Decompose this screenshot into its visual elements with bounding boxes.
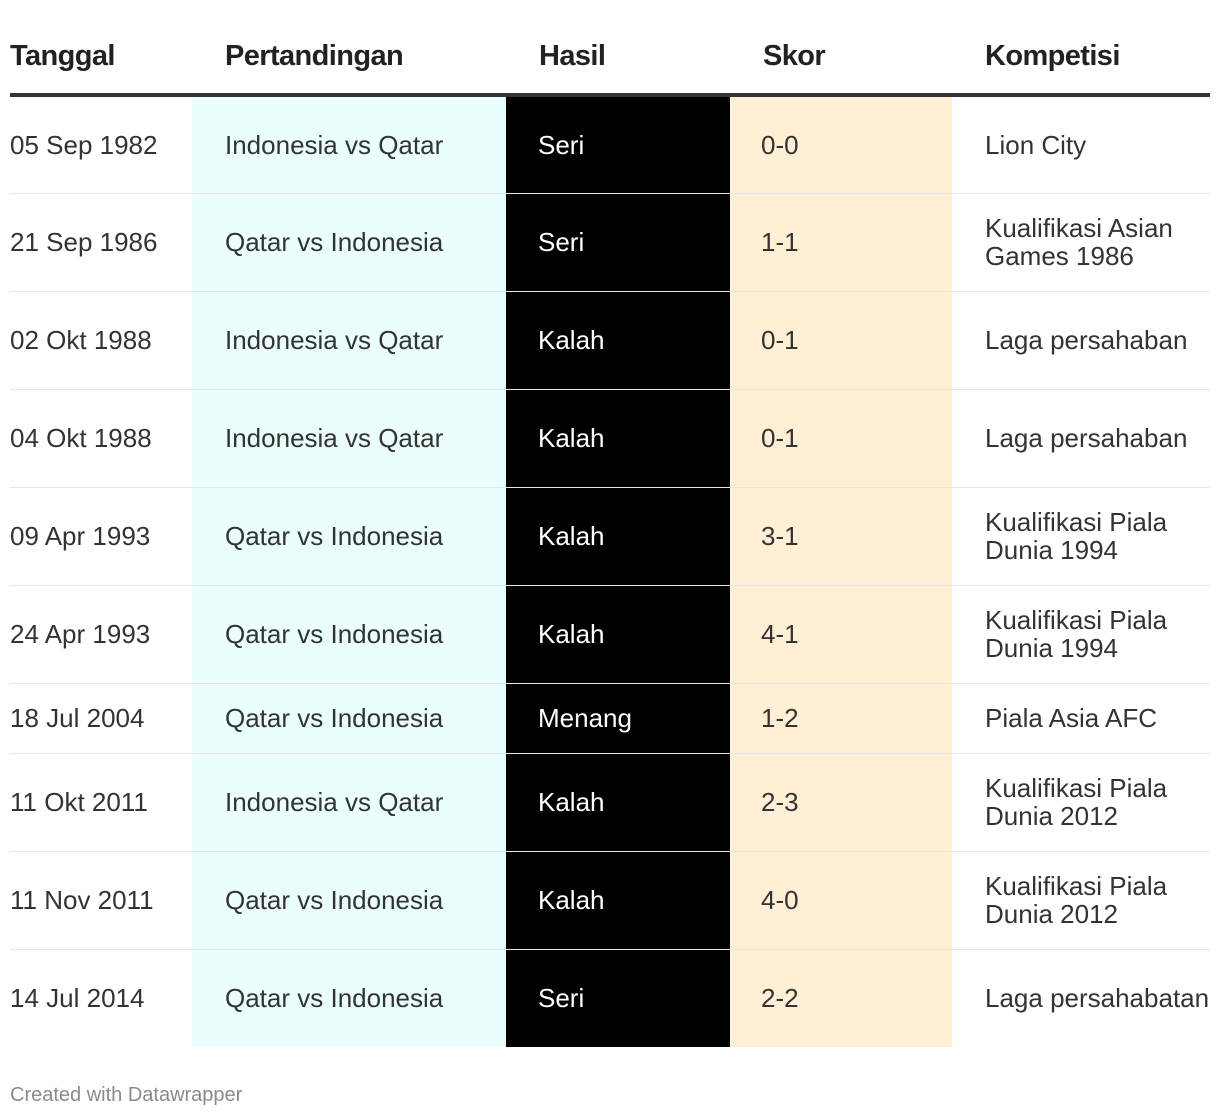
cell-skor: 2-3 [730,753,952,851]
cell-skor: 4-1 [730,585,952,683]
table-row [10,193,1210,291]
cell-tanggal: 24 Apr 1993 [10,585,192,683]
cell-skor: 1-2 [730,683,952,753]
cell-hasil: Seri [506,193,730,291]
cell-kompetisi: Laga persahaban [952,291,1210,389]
cell-skor: 1-1 [730,193,952,291]
column-header-skor[interactable] [730,0,952,95]
table-row [10,851,1210,949]
cell-kompetisi: Kualifikasi Piala Dunia 1994 [952,487,1210,585]
column-header-hasil[interactable] [506,0,730,95]
cell-tanggal: 21 Sep 1986 [10,193,192,291]
cell-kompetisi: Lion City [952,95,1210,193]
column-header-label: Hasil [539,40,606,72]
cell-hasil: Kalah [506,291,730,389]
cell-pertandingan: Qatar vs Indonesia [192,949,506,1047]
cell-tanggal: 18 Jul 2004 [10,683,192,753]
cell-pertandingan: Indonesia vs Qatar [192,95,506,193]
cell-tanggal: 05 Sep 1982 [10,95,192,193]
cell-hasil: Kalah [506,851,730,949]
cell-skor: 0-1 [730,291,952,389]
cell-tanggal: 14 Jul 2014 [10,983,145,1014]
cell-kompetisi: Laga persahabatan [985,983,1210,1014]
table-row [10,291,1210,389]
table-body [10,95,1210,1047]
cell-pertandingan: Indonesia vs Qatar [192,753,506,851]
cell-kompetisi: Kualifikasi Piala Dunia 1994 [952,585,1210,683]
cell-skor: 0-1 [730,389,952,487]
cell-hasil: Seri [506,95,730,193]
results-table [10,0,1210,1047]
column-header-label: Kompetisi [985,40,1120,72]
table-row [10,683,1210,753]
cell-kompetisi: Laga persahaban [952,389,1210,487]
results-table-container [10,0,1210,1047]
cell-pertandingan: Qatar vs Indonesia [192,193,506,291]
cell-pertandingan: Indonesia vs Qatar [192,389,506,487]
cell-skor: 4-0 [730,851,952,949]
table-header [10,0,1210,95]
table-row [10,95,1210,193]
cell-tanggal: 09 Apr 1993 [10,487,192,585]
column-header-tanggal[interactable] [10,0,192,95]
column-header-kompetisi[interactable] [952,0,1210,95]
cell-skor: 0-0 [730,95,952,193]
cell-skor: 2-2 [730,949,952,1047]
datawrapper-credit[interactable]: Created with Datawrapper [10,1084,243,1106]
table-row [10,585,1210,683]
cell-kompetisi: Piala Asia AFC [952,683,1210,753]
cell-tanggal: 11 Okt 2011 [10,753,192,851]
header-row [10,0,1210,95]
column-header-label: Pertandingan [225,40,404,72]
cell-pertandingan: Qatar vs Indonesia [192,585,506,683]
cell-kompetisi: Kualifikasi Piala Dunia 2012 [952,851,1210,949]
cell-pertandingan: Qatar vs Indonesia [192,683,506,753]
cell-skor: 3-1 [730,487,952,585]
table-row [10,949,1210,1047]
cell-hasil: Kalah [506,487,730,585]
cell-pertandingan: Qatar vs Indonesia [192,851,506,949]
cell-tanggal: 11 Nov 2011 [10,851,192,949]
cell-tanggal: 04 Okt 1988 [10,389,192,487]
cell-pertandingan: Indonesia vs Qatar [192,291,506,389]
table-row [10,389,1210,487]
column-header-label: Skor [763,40,826,72]
cell-tanggal: 02 Okt 1988 [10,291,192,389]
cell-hasil: Seri [506,949,730,1047]
table-row [10,487,1210,585]
cell-pertandingan: Qatar vs Indonesia [192,487,506,585]
column-header-label: Tanggal [10,40,115,72]
cell-hasil: Kalah [506,753,730,851]
cell-hasil: Kalah [506,389,730,487]
cell-kompetisi: Kualifikasi Asian Games 1986 [952,193,1210,291]
column-header-pertandingan[interactable] [192,0,506,95]
cell-hasil: Kalah [506,585,730,683]
cell-kompetisi: Kualifikasi Piala Dunia 2012 [952,753,1210,851]
table-row [10,753,1210,851]
cell-hasil: Menang [506,683,730,753]
